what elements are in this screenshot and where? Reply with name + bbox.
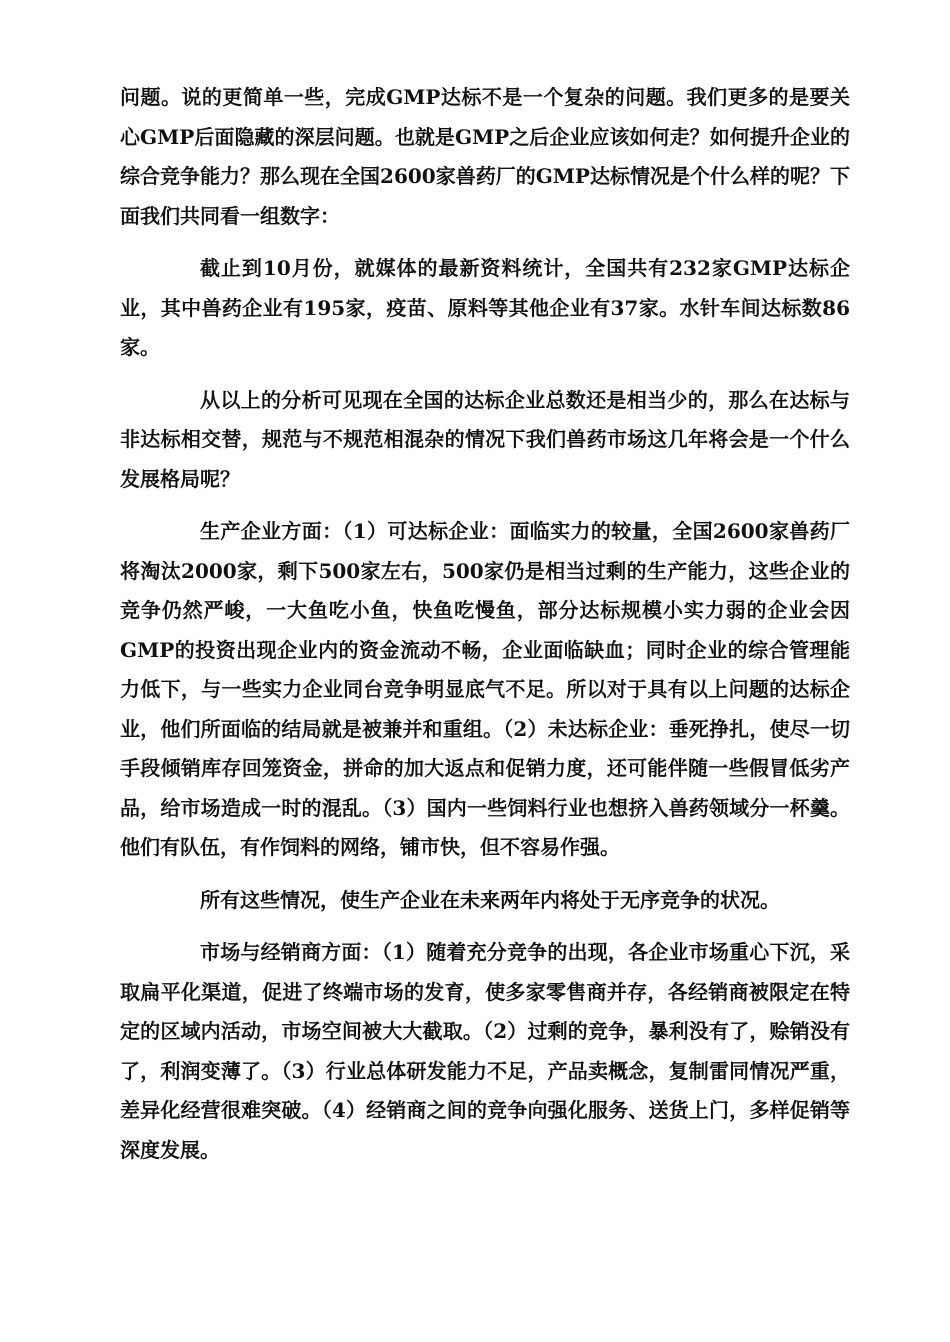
paragraph-analysis: 从以上的分析可见现在全国的达标企业总数还是相当少的，那么在达标与非达标相交替，规范与不规范相混杂的情况下我们兽药市场这几年将会是一个什么发展格局呢？ (120, 387, 850, 491)
paragraph-production-enterprises: 生产企业方面：（1）可达标企业：面临实力的较量，全国2600家兽药厂将淘汰2000家，剩下500家左右，500家仍是相当过剩的生产能力，这些企业的竞争仍然严峻，一大鱼吃小鱼，快鱼吃慢鱼，部分达标规模小实力弱的企业会因GMP的投资出现企业内的资金流动不畅，企业面临缺血；同时企业的综合管理能力低下，与一些实力企业同台竞争明显底气不足。所以对于具有以上问题的达标企业，他们所面临的结局就是被兼并和重组。（2）未达标企业：垂死挣扎，使尽一切手段倾销库存回笼资金，拼命的加大返点和促销力度，还可能伴随一些假冒低劣产品，给市场造成一时的混乱。（3）国内一些饲料行业也想挤入兽药领域分一杯羹。他们有队伍，有作饲料的网络，铺市快，但不容易作强。 (120, 519, 850, 859)
paragraph-summary: 所有这些情况，使生产企业在未来两年内将处于无序竞争的状况。 (200, 887, 780, 912)
body-text (120, 78, 850, 1170)
paragraph-market-distributors: 市场与经销商方面：（1）随着充分竞争的出现，各企业市场重心下沉，采取扁平化渠道，促进了终端市场的发育，使多家零售商并存，各经销商被限定在特定的区域内活动，市场空间被大大截取。（2）过剩的竞争，暴利没有了，赊销没有了，利润变薄了。（3）行业总体研发能力不足，产品卖概念，复制雷同情况严重，差异化经营很难突破。（4）经销商之间的竞争向强化服务、送货上门，多样促销等深度发展。 (120, 940, 850, 1162)
paragraph-statistics: 截止到10月份，就媒体的最新资料统计，全国共有232家GMP达标企业，其中兽药企业有195家，疫苗、原料等其他企业有37家。水针车间达标数86家。 (120, 256, 850, 359)
paragraph-continuation: 问题。说的更简单一些，完成GMP达标不是一个复杂的问题。我们更多的是要关心GMP后面隐藏的深层问题。也就是GMP之后企业应该如何走？如何提升企业的综合竞争能力？那么现在全国2600家兽药厂的GMP达标情况是个什么样的呢？下面我们共同看一组数字： (120, 85, 850, 228)
